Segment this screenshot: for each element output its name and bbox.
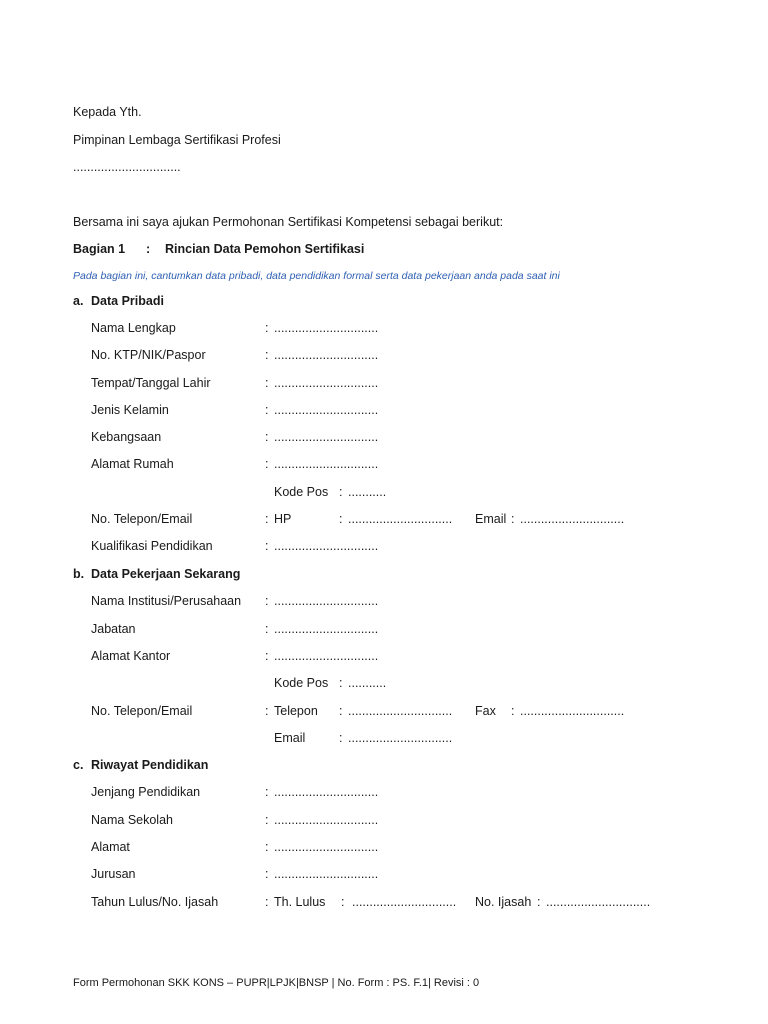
- section-title: Rincian Data Pemohon Sertifikasi: [165, 242, 365, 256]
- label-jurusan: Jurusan: [91, 867, 136, 881]
- part-b-title: Data Pekerjaan Sekarang: [91, 567, 241, 581]
- colon: :: [265, 430, 269, 444]
- colon: :: [511, 512, 515, 526]
- salutation: Kepada Yth.: [73, 105, 142, 119]
- colon: :: [339, 512, 343, 526]
- label-institusi: Nama Institusi/Perusahaan: [91, 594, 242, 608]
- label-jabatan: Jabatan: [91, 622, 136, 636]
- field-ttl[interactable]: ..............................: [274, 376, 379, 390]
- field-jurusan[interactable]: ..............................: [274, 867, 379, 881]
- part-a-title: Data Pribadi: [91, 294, 164, 308]
- colon: :: [339, 704, 343, 718]
- field-kebangsaan[interactable]: ..............................: [274, 430, 379, 444]
- recipient: Pimpinan Lembaga Sertifikasi Profesi: [73, 133, 281, 147]
- colon: :: [511, 704, 515, 718]
- colon: :: [265, 622, 269, 636]
- label-tahun-lulus: Tahun Lulus/No. Ijasah: [91, 895, 219, 909]
- label-telepon-email-kantor: No. Telepon/Email: [91, 704, 193, 718]
- label-kode-pos-kantor: Kode Pos: [274, 676, 329, 690]
- field-th-lulus[interactable]: ..............................: [352, 895, 457, 909]
- colon: :: [265, 649, 269, 663]
- colon: :: [265, 321, 269, 335]
- field-nama-sekolah[interactable]: ..............................: [274, 813, 379, 827]
- field-kode-pos-kantor[interactable]: ...........: [348, 676, 387, 690]
- label-no-ijasah: No. Ijasah: [475, 895, 532, 909]
- field-kode-pos[interactable]: ...........: [348, 485, 387, 499]
- colon: :: [265, 403, 269, 417]
- colon: :: [265, 813, 269, 827]
- field-fax[interactable]: ..............................: [520, 704, 625, 718]
- label-jenjang: Jenjang Pendidikan: [91, 785, 201, 799]
- label-alamat-rumah: Alamat Rumah: [91, 457, 174, 471]
- colon: :: [265, 512, 269, 526]
- colon: :: [265, 867, 269, 881]
- field-alamat-kantor[interactable]: ..............................: [274, 649, 379, 663]
- colon: :: [265, 704, 269, 718]
- field-hp[interactable]: ..............................: [348, 512, 453, 526]
- colon: :: [339, 676, 343, 690]
- label-jenis-kelamin: Jenis Kelamin: [91, 403, 169, 417]
- label-email-kantor: Email: [274, 731, 306, 745]
- colon: :: [265, 539, 269, 553]
- colon: :: [339, 731, 343, 745]
- label-nama-lengkap: Nama Lengkap: [91, 321, 176, 335]
- field-nama-lengkap[interactable]: ..............................: [274, 321, 379, 335]
- field-jenis-kelamin[interactable]: ..............................: [274, 403, 379, 417]
- field-telepon-kantor[interactable]: ..............................: [348, 704, 453, 718]
- section-colon: :: [146, 242, 151, 256]
- footer-form-info: Form Permohonan SKK KONS – PUPR|LPJK|BNSP | No. Form : PS. F.1| Revisi : 0: [73, 977, 480, 989]
- label-fax: Fax: [475, 704, 496, 718]
- section-note: Pada bagian ini, cantumkan data pribadi, data pendidikan formal serta data pekerjaan anda pada saat ini: [73, 270, 560, 282]
- colon: :: [265, 348, 269, 362]
- label-kualifikasi: Kualifikasi Pendidikan: [91, 539, 213, 553]
- part-b-letter: b.: [73, 567, 85, 581]
- field-no-ijasah[interactable]: ..............................: [546, 895, 651, 909]
- colon: :: [265, 376, 269, 390]
- label-kebangsaan: Kebangsaan: [91, 430, 162, 444]
- section-label: Bagian 1: [73, 242, 126, 256]
- colon: :: [265, 785, 269, 799]
- field-ktp[interactable]: ..............................: [274, 348, 379, 362]
- colon: :: [265, 594, 269, 608]
- colon: :: [537, 895, 541, 909]
- label-alamat-kantor: Alamat Kantor: [91, 649, 171, 663]
- label-alamat-sekolah: Alamat: [91, 840, 130, 854]
- label-th-lulus: Th. Lulus: [274, 895, 326, 909]
- intro-text: Bersama ini saya ajukan Permohonan Sertifikasi Kompetensi sebagai berikut:: [73, 215, 504, 229]
- label-email: Email: [475, 512, 507, 526]
- colon: :: [265, 457, 269, 471]
- colon: :: [265, 895, 269, 909]
- recipient-blank[interactable]: ...............................: [73, 160, 181, 174]
- field-alamat-rumah[interactable]: ..............................: [274, 457, 379, 471]
- field-email-kantor[interactable]: ..............................: [348, 731, 453, 745]
- field-jenjang[interactable]: ..............................: [274, 785, 379, 799]
- label-hp: HP: [274, 512, 292, 526]
- label-kode-pos: Kode Pos: [274, 485, 329, 499]
- label-nama-sekolah: Nama Sekolah: [91, 813, 173, 827]
- field-email[interactable]: ..............................: [520, 512, 625, 526]
- colon: :: [341, 895, 345, 909]
- label-telepon-email: No. Telepon/Email: [91, 512, 193, 526]
- field-alamat-sekolah[interactable]: ..............................: [274, 840, 379, 854]
- part-a-letter: a.: [73, 294, 84, 308]
- part-c-title: Riwayat Pendidikan: [91, 758, 209, 772]
- colon: :: [265, 840, 269, 854]
- label-ktp: No. KTP/NIK/Paspor: [91, 348, 206, 362]
- field-institusi[interactable]: ..............................: [274, 594, 379, 608]
- field-jabatan[interactable]: ..............................: [274, 622, 379, 636]
- label-ttl: Tempat/Tanggal Lahir: [91, 376, 211, 390]
- label-telepon: Telepon: [274, 704, 318, 718]
- part-c-letter: c.: [73, 758, 84, 772]
- field-kualifikasi[interactable]: ..............................: [274, 539, 379, 553]
- colon: :: [339, 485, 343, 499]
